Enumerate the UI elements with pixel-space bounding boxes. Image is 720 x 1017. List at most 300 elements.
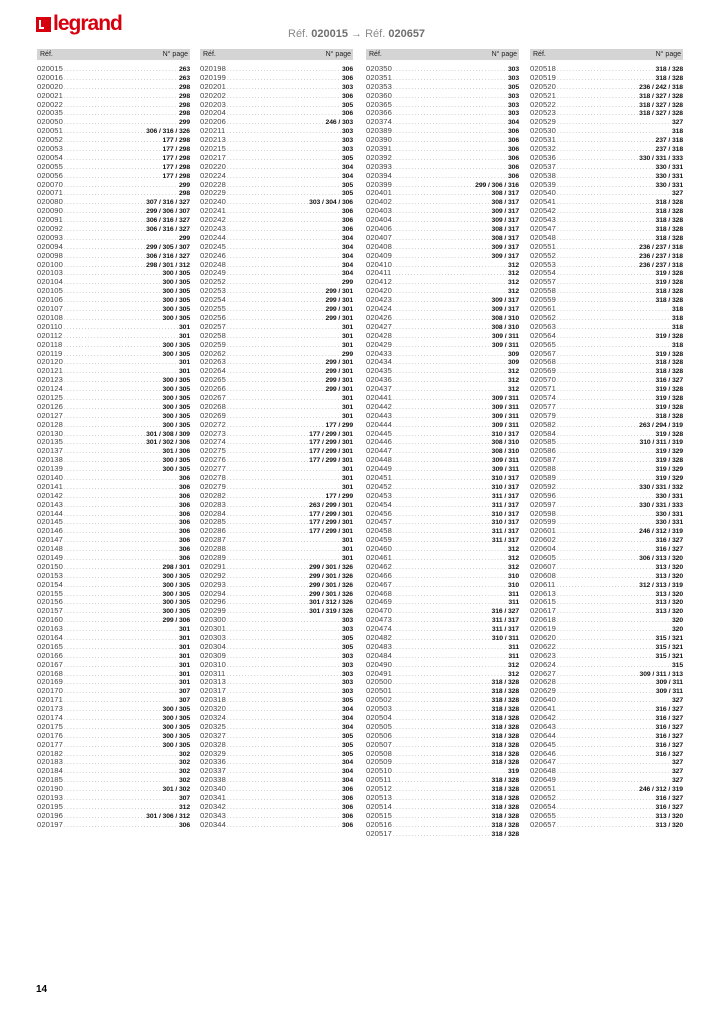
dot-leader <box>557 164 655 173</box>
page-ref: 318 / 328 <box>655 368 683 376</box>
page-ref: 306 <box>341 226 353 234</box>
ref-number: 020294 <box>200 588 226 598</box>
ref-number: 020268 <box>200 401 226 411</box>
dot-leader <box>64 795 178 804</box>
page-ref: 301 / 319 / 326 <box>309 608 353 616</box>
ref-number: 020542 <box>530 206 556 216</box>
ref-number: 020284 <box>200 508 226 518</box>
dot-leader <box>393 368 507 377</box>
ref-number: 020623 <box>530 650 556 660</box>
page-ref: 309 / 311 <box>491 421 519 429</box>
ref-number: 020245 <box>200 241 226 251</box>
dot-leader <box>227 519 308 528</box>
page-ref: 299 / 306 / 307 <box>146 208 190 216</box>
ref-number: 020279 <box>200 481 226 491</box>
dot-leader <box>64 270 162 279</box>
ref-number: 020169 <box>37 677 63 687</box>
page-ref: 309 / 311 <box>491 457 519 465</box>
ref-number: 020016 <box>37 72 63 82</box>
page-ref: 312 <box>507 670 519 678</box>
dot-leader <box>227 342 341 351</box>
ref-number: 020624 <box>530 659 556 669</box>
page-ref: 304 <box>341 723 353 731</box>
dot-leader <box>393 786 491 795</box>
page-ref: 312 <box>507 563 519 571</box>
dot-leader <box>227 253 341 262</box>
page-ref: 301 <box>178 643 190 651</box>
dot-leader <box>227 262 341 271</box>
dot-leader <box>227 297 325 306</box>
dot-leader <box>64 671 178 680</box>
list-item <box>530 821 683 830</box>
dot-leader <box>227 413 341 422</box>
dot-leader <box>64 208 145 217</box>
ref-number: 020543 <box>530 215 556 225</box>
ref-number: 020110 <box>37 321 63 331</box>
dot-leader <box>393 715 491 724</box>
dot-leader <box>557 573 655 582</box>
ref-number: 020598 <box>530 508 556 518</box>
ref-number: 020460 <box>366 544 392 554</box>
page-ref: 319 / 328 <box>655 350 683 358</box>
ref-number: 020104 <box>37 277 63 287</box>
ref-number: 020449 <box>366 464 392 474</box>
dot-leader <box>557 706 655 715</box>
ref-number: 020569 <box>530 366 556 376</box>
dot-leader <box>227 742 341 751</box>
dot-leader <box>64 546 178 555</box>
dot-leader <box>227 324 341 333</box>
page-ref: 308 / 310 <box>491 314 519 322</box>
dot-leader <box>227 795 341 804</box>
dot-leader <box>227 146 341 155</box>
page-ref: 309 / 317 <box>491 243 519 251</box>
ref-number: 020283 <box>200 499 226 509</box>
dot-leader <box>64 368 178 377</box>
ref-number: 020429 <box>366 339 392 349</box>
ref-number: 020501 <box>366 686 392 696</box>
page-ref: 319 / 328 <box>655 332 683 340</box>
page-ref: 299 / 305 / 307 <box>146 243 190 251</box>
dot-leader <box>393 297 491 306</box>
ref-number: 020547 <box>530 224 556 234</box>
page-ref: 310 / 317 <box>491 483 519 491</box>
dot-leader <box>64 813 145 822</box>
page-ref: 304 <box>341 706 353 714</box>
dot-leader <box>64 84 178 93</box>
list-item <box>37 821 190 830</box>
page-ref: 316 / 327 <box>655 803 683 811</box>
dot-leader <box>393 164 507 173</box>
dot-leader <box>557 128 671 137</box>
dot-leader <box>227 395 341 404</box>
dot-leader <box>227 351 341 360</box>
ref-number: 020241 <box>200 206 226 216</box>
ref-number: 020567 <box>530 348 556 358</box>
dot-leader <box>227 404 341 413</box>
ref-number: 020392 <box>366 152 392 162</box>
page-ref: 312 <box>507 554 519 562</box>
dot-leader <box>64 733 162 742</box>
ref-number: 020164 <box>37 633 63 642</box>
ref-number: 020648 <box>530 766 556 776</box>
page-number: 14 <box>36 984 48 995</box>
page-ref: 306 / 316 / 327 <box>146 217 190 225</box>
ref-number: 020304 <box>200 641 226 651</box>
page-ref: 299 / 301 <box>325 368 353 376</box>
page-ref: 310 / 317 <box>491 474 519 482</box>
ref-number: 020448 <box>366 455 392 465</box>
dot-leader <box>557 555 638 564</box>
dot-leader <box>64 715 162 724</box>
page-ref: 177 / 298 <box>162 137 190 145</box>
page-ref: 263 / 299 / 301 <box>309 501 353 509</box>
ref-number: 020651 <box>530 784 556 794</box>
list-item <box>366 830 519 839</box>
dot-leader <box>227 688 341 697</box>
ref-number: 020258 <box>200 330 226 340</box>
dot-leader <box>393 244 491 253</box>
page-ref: 300 / 305 <box>162 457 190 465</box>
page-ref: 330 / 331 <box>655 163 683 171</box>
page-ref: 318 / 328 <box>491 723 519 731</box>
page-ref: 327 <box>671 768 683 776</box>
dot-leader <box>392 777 490 786</box>
dot-leader <box>393 733 491 742</box>
page-ref: 302 <box>178 750 190 758</box>
page-ref: 318 / 328 <box>491 830 519 838</box>
page-ref: 318 / 328 <box>491 803 519 811</box>
page-ref: 304 <box>341 243 353 251</box>
dot-leader <box>393 386 507 395</box>
page-ref: 319 / 328 <box>655 394 683 402</box>
page-ref: 177 / 299 <box>325 421 353 429</box>
page-ref: 301 <box>178 368 190 376</box>
page-ref: 263 <box>178 74 190 82</box>
dot-leader <box>64 404 162 413</box>
dot-leader <box>557 262 638 271</box>
dot-leader <box>557 155 638 164</box>
page-ref: 311 <box>508 599 519 607</box>
ref-number: 020532 <box>530 144 556 154</box>
dot-leader <box>64 528 178 537</box>
page-ref: 312 <box>507 386 519 394</box>
dot-leader <box>64 759 178 768</box>
ref-number: 020253 <box>200 286 226 296</box>
ref-number: 020246 <box>200 250 226 260</box>
page-ref: 301 <box>178 332 190 340</box>
dot-leader <box>64 377 162 386</box>
ref-number: 020123 <box>37 375 63 385</box>
ref-header: Réf. <box>203 51 216 58</box>
ref-header: Réf. <box>533 51 546 58</box>
page-ref: 313 / 320 <box>655 812 683 820</box>
ref-number: 020466 <box>366 570 392 580</box>
column-header <box>37 49 190 60</box>
ref-number: 020611 <box>530 579 556 589</box>
ref-number: 020256 <box>200 312 226 322</box>
dot-leader <box>64 102 178 111</box>
dot-leader <box>393 591 507 600</box>
dot-leader <box>393 528 491 537</box>
ref-number: 020285 <box>200 517 226 527</box>
page-ref: 318 / 328 <box>655 288 683 296</box>
ref-number: 020350 <box>366 64 392 73</box>
ref-column-4 <box>530 49 683 830</box>
ref-number: 020206 <box>200 117 226 127</box>
page-ref: 311 / 317 <box>491 492 519 500</box>
page-ref: 309 <box>507 359 519 367</box>
page-ref: 300 / 305 <box>162 608 190 616</box>
ref-number: 020203 <box>200 99 226 109</box>
dot-leader <box>63 351 161 360</box>
ref-number: 020390 <box>366 135 392 145</box>
page-ref: 301 <box>341 403 353 411</box>
page-ref: 300 / 305 <box>162 421 190 429</box>
ref-number: 020320 <box>200 704 226 714</box>
dot-leader <box>557 448 655 457</box>
dot-leader <box>227 635 341 644</box>
dot-leader <box>557 253 638 262</box>
dot-leader <box>64 182 178 191</box>
ref-number: 020052 <box>37 135 63 145</box>
dot-leader <box>393 288 507 297</box>
dot-leader <box>557 359 655 368</box>
page-ref: 318 / 328 <box>491 821 519 829</box>
ref-number: 020500 <box>366 677 392 687</box>
dot-leader <box>227 422 325 431</box>
ref-number: 020318 <box>200 695 226 705</box>
ref-number: 020277 <box>200 464 226 474</box>
ref-number: 020140 <box>37 472 63 482</box>
page-ref: 306 <box>341 74 353 82</box>
ref-number: 020135 <box>37 437 63 447</box>
ref-number: 020278 <box>200 472 226 482</box>
page-ref: 312 <box>507 288 519 296</box>
page-ref: 246 / 312 / 319 <box>639 528 683 536</box>
page-ref: 306 <box>178 474 190 482</box>
page-ref: 306 <box>341 821 353 829</box>
ref-number: 020142 <box>37 490 63 500</box>
dot-leader <box>393 813 491 822</box>
dot-leader <box>393 128 507 137</box>
page-ref: 301 <box>341 332 353 340</box>
ref-number: 020645 <box>530 739 556 749</box>
page-ref: 316 / 327 <box>655 723 683 731</box>
dot-leader <box>557 270 655 279</box>
dot-leader <box>227 582 308 591</box>
dot-leader <box>393 635 491 644</box>
page-ref: 300 / 305 <box>162 279 190 287</box>
page-ref: 312 <box>507 546 519 554</box>
ref-number: 020292 <box>200 570 226 580</box>
page-ref: 309 / 317 <box>491 208 519 216</box>
dot-leader <box>64 226 145 235</box>
ref-number: 020353 <box>366 81 392 91</box>
page-ref: 309 / 317 <box>491 306 519 314</box>
dot-leader <box>64 288 162 297</box>
dot-leader <box>393 751 491 760</box>
page-ref: 299 / 306 <box>162 617 190 625</box>
ref-number: 020137 <box>37 446 63 456</box>
ref-number: 020252 <box>200 277 226 287</box>
ref-number: 020128 <box>37 419 63 429</box>
page-ref: 313 / 320 <box>655 590 683 598</box>
ref-number: 020100 <box>37 259 63 269</box>
page-ref: 300 / 305 <box>162 412 190 420</box>
ref-number: 020022 <box>37 99 63 109</box>
page-ref: 306 <box>507 172 519 180</box>
ref-number: 020275 <box>200 446 226 456</box>
ref-number: 020617 <box>530 606 556 616</box>
dot-leader <box>63 333 178 342</box>
dot-leader <box>557 404 655 413</box>
page-ref: 318 / 328 <box>491 750 519 758</box>
ref-number: 020427 <box>366 321 392 331</box>
page-ref: 299 / 301 / 326 <box>309 563 353 571</box>
ref-number: 020513 <box>366 793 392 803</box>
page-ref: 298 / 301 / 312 <box>146 261 190 269</box>
page-ref: 316 / 327 <box>655 546 683 554</box>
dot-leader <box>227 66 341 75</box>
ref-number: 020276 <box>200 455 226 465</box>
dot-leader <box>64 582 162 591</box>
dot-leader <box>557 751 655 760</box>
ref-number: 020176 <box>37 730 63 740</box>
page-ref: 318 / 328 <box>491 777 519 785</box>
dot-leader <box>64 608 162 617</box>
dot-leader <box>557 208 655 217</box>
ref-number: 020311 <box>200 668 226 678</box>
dot-leader <box>227 431 308 440</box>
dot-leader <box>227 759 341 768</box>
dot-leader <box>557 226 655 235</box>
dot-leader <box>227 386 325 395</box>
list-item <box>200 821 353 830</box>
dot-leader <box>393 75 507 84</box>
page-ref: 319 / 328 <box>655 457 683 465</box>
dot-leader <box>227 448 308 457</box>
page-ref: 318 / 328 <box>655 74 683 82</box>
dot-leader <box>393 84 507 93</box>
page-ref: 309 / 311 <box>491 341 519 349</box>
page-ref: 318 <box>671 341 683 349</box>
page-ref: 313 / 320 <box>655 608 683 616</box>
ref-number: 020452 <box>366 481 392 491</box>
dot-leader <box>227 182 341 191</box>
page-ref: 304 <box>341 172 353 180</box>
dot-leader <box>227 475 341 484</box>
page-ref: 330 / 331 / 333 <box>639 501 683 509</box>
dot-leader <box>64 697 178 706</box>
dot-leader <box>393 662 507 671</box>
dot-leader <box>64 653 178 662</box>
page-ref: 327 <box>671 190 683 198</box>
ref-number: 020655 <box>530 810 556 820</box>
dot-leader <box>557 804 655 813</box>
dot-leader <box>227 813 341 822</box>
page-ref: 310 / 317 <box>491 519 519 527</box>
ref-number: 020502 <box>366 695 392 705</box>
page-ref: 319 / 328 <box>655 403 683 411</box>
ref-number: 020091 <box>37 215 63 225</box>
ref-number: 020523 <box>530 108 556 118</box>
dot-leader <box>393 351 507 360</box>
ref-number: 020090 <box>37 206 63 216</box>
ref-number: 020412 <box>366 277 392 287</box>
ref-number: 020408 <box>366 241 392 251</box>
dot-leader <box>227 368 325 377</box>
dot-leader <box>64 395 162 404</box>
ref-number: 020604 <box>530 544 556 554</box>
dot-leader <box>393 475 491 484</box>
ref-number: 020444 <box>366 419 392 429</box>
ref-number: 020173 <box>37 704 63 714</box>
page-ref: 301 <box>341 412 353 420</box>
dot-leader <box>64 128 145 137</box>
page-ref: 306 / 316 / 326 <box>146 128 190 136</box>
ref-number: 020393 <box>366 161 392 171</box>
page-ref: 319 <box>507 768 519 776</box>
ref-number: 020243 <box>200 224 226 234</box>
dot-leader <box>393 484 491 493</box>
dot-leader <box>227 608 308 617</box>
ref-number: 020324 <box>200 713 226 723</box>
ref-number: 020649 <box>530 775 556 785</box>
ref-number: 020167 <box>37 659 63 669</box>
dot-leader <box>227 235 341 244</box>
ref-number: 020177 <box>37 739 63 749</box>
ref-number: 020620 <box>530 633 556 642</box>
dot-leader <box>393 377 507 386</box>
ref-number: 020646 <box>530 748 556 758</box>
page-ref: 318 / 328 <box>491 732 519 740</box>
page-ref: 330 / 331 <box>655 519 683 527</box>
page-ref: 318 / 328 <box>655 234 683 242</box>
dot-leader <box>64 519 178 528</box>
dot-leader <box>557 644 655 653</box>
dot-leader <box>64 591 162 600</box>
ref-number: 020640 <box>530 695 556 705</box>
page-ref: 306 <box>341 66 353 73</box>
dot-leader <box>557 324 671 333</box>
dot-leader <box>64 786 162 795</box>
dot-leader <box>557 786 638 795</box>
page-ref: 318 / 328 <box>655 412 683 420</box>
ref-number: 020296 <box>200 597 226 607</box>
ref-number: 020587 <box>530 455 556 465</box>
page-ref: 303 <box>341 626 353 634</box>
page-ref: 307 <box>178 795 190 803</box>
dot-leader <box>227 715 341 724</box>
page-ref: 298 <box>178 190 190 198</box>
title-prefix: Réf. <box>288 28 309 40</box>
page-ref: 306 <box>178 528 190 536</box>
page-ref: 306 <box>178 537 190 545</box>
dot-leader <box>393 742 491 751</box>
dot-leader <box>227 217 341 226</box>
ref-number: 020577 <box>530 401 556 411</box>
page-ref: 304 <box>341 261 353 269</box>
ref-number: 020170 <box>37 686 63 696</box>
ref-number: 020183 <box>37 757 63 767</box>
ref-number: 020483 <box>366 641 392 651</box>
ref-number: 020461 <box>366 552 392 562</box>
page-ref: 301 <box>178 670 190 678</box>
ref-number: 020565 <box>530 339 556 349</box>
dot-leader <box>393 582 507 591</box>
ref-number: 020015 <box>37 64 63 73</box>
